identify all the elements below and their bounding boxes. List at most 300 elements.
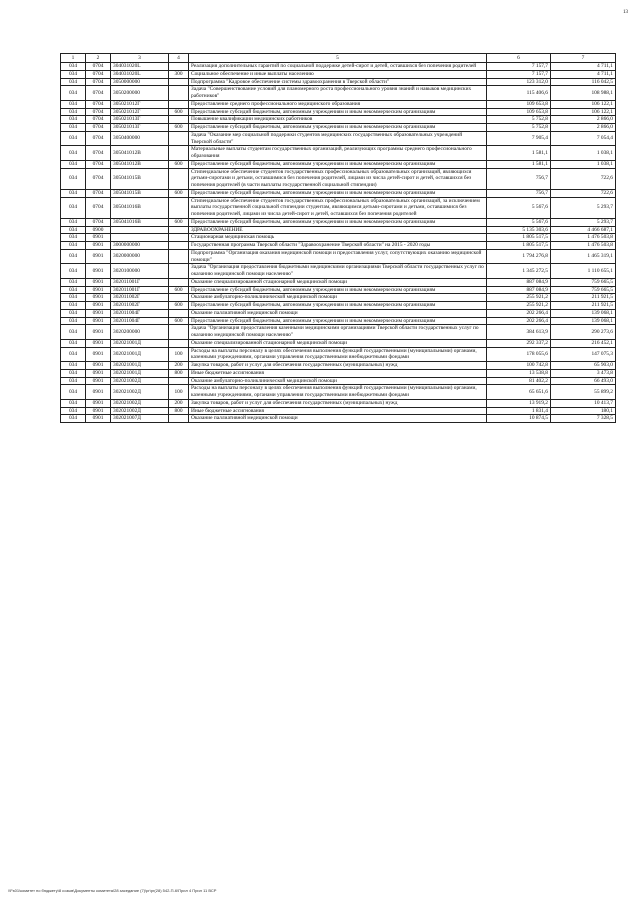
cell-actual-amount: 180,1 (551, 407, 616, 415)
table-row (61, 309, 616, 317)
column-header: 1 (61, 54, 86, 63)
table-row (61, 108, 616, 116)
cell-target-article: 302021001Д (111, 339, 169, 347)
cell-description: Расходы на выплаты персоналу в целях обеспечения выполнения функций государственными (муниципальными) органами, казенными учреждениями, органами управления государственными внебюджетными фондами (189, 347, 487, 362)
cell-section: 0901 (86, 347, 111, 362)
cell-actual-amount: 216 452,1 (551, 339, 616, 347)
cell-grbs: 034 (61, 131, 86, 146)
table-row (61, 317, 616, 325)
table-row (61, 249, 616, 264)
table-row (61, 286, 616, 294)
cell-description: Реализация дополнительных гарантий по социальной поддержке детей-сирот и детей, оставшихся без попечения родителей (189, 63, 487, 71)
cell-description: Задача "Организация предоставления бюджетными медицинскими организациями Тверской области государственных услуг по оказанию медицинской помощи населению" (189, 264, 487, 279)
cell-actual-amount: 116 042,5 (551, 78, 616, 86)
cell-target-article: 3050000000 (111, 78, 169, 86)
cell-grbs: 034 (61, 339, 86, 347)
table-row (61, 78, 616, 86)
cell-section: 0704 (86, 124, 111, 132)
cell-actual-amount: 290 273,6 (551, 325, 616, 340)
cell-grbs: 034 (61, 362, 86, 370)
cell-section: 0704 (86, 189, 111, 197)
cell-expense-type: 100 (169, 347, 189, 362)
cell-grbs: 034 (61, 286, 86, 294)
table-row (61, 377, 616, 385)
cell-section: 0901 (86, 286, 111, 294)
cell-description: Стипендиальное обеспечение студентов государственных профессиональных образовательных организаций, являющихся детьми-сиротами и детьми, оставшимися без попечения родителей, лицами из числа детей-сирот и детей, оставшихся без попечения родителей (в части выплаты государственной социальной стипендии) (189, 168, 487, 189)
table-row (61, 131, 616, 146)
cell-actual-amount: 147 075,3 (551, 347, 616, 362)
cell-target-article: 302011001Г (111, 278, 169, 286)
cell-description: Задача "Совершенствование условий для планомерного роста профессионального уровня знаний и навыков медицинских работников" (189, 86, 487, 101)
cell-expense-type (169, 78, 189, 86)
column-header: 5 (189, 54, 487, 63)
cell-section: 0901 (86, 294, 111, 302)
cell-plan-amount: 100 742,8 (487, 362, 551, 370)
cell-section: 0704 (86, 100, 111, 108)
cell-grbs: 034 (61, 242, 86, 250)
cell-expense-type (169, 146, 189, 161)
cell-section: 0900 (86, 226, 111, 234)
cell-actual-amount: 1 476 503,8 (551, 234, 616, 242)
cell-grbs: 034 (61, 249, 86, 264)
table-row (61, 294, 616, 302)
cell-target-article: 304031020L (111, 63, 169, 71)
cell-description: Государственная программа Тверской области "Здравоохранение Тверской области" на 2015 - 2020 годы (189, 242, 487, 250)
cell-actual-amount: 3 473,8 (551, 369, 616, 377)
cell-grbs: 034 (61, 146, 86, 161)
table-row (61, 264, 616, 279)
cell-section: 0901 (86, 339, 111, 347)
cell-description: Предоставление субсидий бюджетным, автономным учреждениям и иным некоммерческим организациям (189, 189, 487, 197)
cell-plan-amount: 7 905,4 (487, 131, 551, 146)
cell-expense-type (169, 226, 189, 234)
cell-grbs: 034 (61, 347, 86, 362)
cell-plan-amount: 109 653,8 (487, 100, 551, 108)
table-row (61, 116, 616, 124)
table-row (61, 234, 616, 242)
cell-expense-type (169, 100, 189, 108)
cell-grbs: 034 (61, 377, 86, 385)
table-row (61, 70, 616, 78)
cell-grbs: 034 (61, 325, 86, 340)
cell-description: Расходы на выплаты персоналу в целях обеспечения выполнения функций государственными (муниципальными) органами, казенными учреждениями, органами управления государственными внебюджетными фондами (189, 385, 487, 400)
cell-description: Предоставление субсидий бюджетным, автономным учреждениям и иным некоммерческим организациям (189, 108, 487, 116)
cell-actual-amount: 4 711,1 (551, 70, 616, 78)
cell-actual-amount: 4 711,1 (551, 63, 616, 71)
cell-plan-amount: 81 402,2 (487, 377, 551, 385)
cell-actual-amount: 139 068,1 (551, 317, 616, 325)
cell-section: 0704 (86, 131, 111, 146)
cell-section: 0901 (86, 234, 111, 242)
column-header: 2 (86, 54, 111, 63)
cell-description: Иные бюджетные ассигнования (189, 407, 487, 415)
cell-actual-amount: 722,6 (551, 189, 616, 197)
cell-grbs: 034 (61, 116, 86, 124)
cell-expense-type (169, 294, 189, 302)
cell-description: Иные бюджетные ассигнования (189, 369, 487, 377)
table-row (61, 189, 616, 197)
cell-grbs: 034 (61, 317, 86, 325)
cell-description: Предоставление субсидий бюджетным, автономным учреждениям и иным некоммерческим организациям (189, 160, 487, 168)
cell-plan-amount: 1 345 272,5 (487, 264, 551, 279)
page-number: 13 (623, 10, 628, 15)
cell-expense-type: 600 (169, 160, 189, 168)
cell-expense-type (169, 309, 189, 317)
cell-plan-amount: 887 084,9 (487, 278, 551, 286)
table-row (61, 226, 616, 234)
cell-expense-type: 300 (169, 70, 189, 78)
table-row (61, 385, 616, 400)
cell-plan-amount: 5 135 303,6 (487, 226, 551, 234)
cell-plan-amount: 1 581,1 (487, 146, 551, 161)
cell-plan-amount: 115 406,6 (487, 86, 551, 101)
cell-description: ЗДРАВООХРАНЕНИЕ (189, 226, 487, 234)
table-row (61, 100, 616, 108)
cell-description: Предоставление субсидий бюджетным, автономным учреждениям и иным некоммерческим организациям (189, 302, 487, 310)
cell-actual-amount: 759 665,5 (551, 278, 616, 286)
cell-description: Предоставление среднего профессионального медицинского образования (189, 100, 487, 108)
cell-actual-amount: 106 122,1 (551, 108, 616, 116)
cell-target-article: 302011002Г (111, 302, 169, 310)
cell-grbs: 034 (61, 86, 86, 101)
cell-section: 0901 (86, 317, 111, 325)
cell-expense-type: 600 (169, 189, 189, 197)
cell-target-article: 302021001Д (111, 362, 169, 370)
cell-expense-type: 800 (169, 369, 189, 377)
table-row (61, 242, 616, 250)
cell-target-article: 302021007Д (111, 415, 169, 423)
cell-description: Стационарная медицинская помощь (189, 234, 487, 242)
cell-section: 0704 (86, 86, 111, 101)
cell-actual-amount: 5 293,7 (551, 197, 616, 218)
cell-target-article (111, 234, 169, 242)
table-row (61, 86, 616, 101)
cell-actual-amount: 1 465 319,1 (551, 249, 616, 264)
table-row (61, 339, 616, 347)
cell-grbs: 034 (61, 278, 86, 286)
table-row (61, 168, 616, 189)
cell-grbs: 034 (61, 234, 86, 242)
cell-expense-type (169, 197, 189, 218)
table-row (61, 302, 616, 310)
cell-plan-amount: 5 567,6 (487, 218, 551, 226)
cell-expense-type: 800 (169, 407, 189, 415)
cell-actual-amount: 759 665,5 (551, 286, 616, 294)
cell-grbs: 034 (61, 264, 86, 279)
cell-expense-type (169, 325, 189, 340)
cell-target-article: 305021012Г (111, 108, 169, 116)
cell-description: Оказание амбулаторно-поликлинической медицинской помощи (189, 377, 487, 385)
cell-grbs: 034 (61, 63, 86, 71)
cell-description: Предоставление субсидий бюджетным, автономным учреждениям и иным некоммерческим организациям (189, 286, 487, 294)
cell-plan-amount: 7 157,7 (487, 70, 551, 78)
cell-section: 0704 (86, 218, 111, 226)
cell-target-article: 302021002Д (111, 399, 169, 407)
cell-expense-type: 200 (169, 362, 189, 370)
cell-section: 0704 (86, 108, 111, 116)
cell-section: 0901 (86, 415, 111, 423)
cell-actual-amount: 211 921,5 (551, 294, 616, 302)
cell-section: 0901 (86, 362, 111, 370)
cell-expense-type (169, 278, 189, 286)
cell-plan-amount: 109 653,8 (487, 108, 551, 116)
table-row (61, 218, 616, 226)
cell-expense-type: 100 (169, 385, 189, 400)
cell-grbs: 034 (61, 407, 86, 415)
cell-grbs: 034 (61, 294, 86, 302)
cell-target-article: 302021001Д (111, 347, 169, 362)
cell-plan-amount: 1 581,1 (487, 160, 551, 168)
cell-section: 0901 (86, 242, 111, 250)
cell-expense-type (169, 242, 189, 250)
cell-target-article: 305021012Г (111, 100, 169, 108)
table-row (61, 369, 616, 377)
cell-grbs: 034 (61, 197, 86, 218)
cell-section: 0901 (86, 309, 111, 317)
cell-target-article: 3050200000 (111, 86, 169, 101)
cell-section: 0901 (86, 278, 111, 286)
cell-target-article: 3020000000 (111, 249, 169, 264)
cell-expense-type (169, 116, 189, 124)
cell-grbs: 034 (61, 70, 86, 78)
cell-actual-amount: 108 988,1 (551, 86, 616, 101)
cell-plan-amount: 756,7 (487, 189, 551, 197)
cell-section: 0901 (86, 249, 111, 264)
cell-description: Повышение квалификации медицинских работников (189, 116, 487, 124)
cell-grbs: 034 (61, 415, 86, 423)
cell-section: 0704 (86, 160, 111, 168)
column-header: 6 (487, 54, 551, 63)
cell-actual-amount: 5 293,7 (551, 218, 616, 226)
cell-expense-type: 600 (169, 317, 189, 325)
cell-target-article: 305041016В (111, 197, 169, 218)
cell-grbs: 034 (61, 168, 86, 189)
table-row (61, 197, 616, 218)
cell-expense-type (169, 339, 189, 347)
cell-plan-amount: 292 337,2 (487, 339, 551, 347)
cell-target-article: 3050400000 (111, 131, 169, 146)
cell-section: 0901 (86, 264, 111, 279)
cell-target-article: 302011004Г (111, 317, 169, 325)
cell-grbs: 034 (61, 108, 86, 116)
cell-expense-type (169, 168, 189, 189)
cell-section: 0901 (86, 407, 111, 415)
cell-grbs: 034 (61, 369, 86, 377)
cell-actual-amount: 7 328,5 (551, 415, 616, 423)
cell-description: Подпрограмма "Кадровое обеспечение системы здравоохранения в Тверской области" (189, 78, 487, 86)
cell-target-article: 302021002Д (111, 385, 169, 400)
cell-expense-type (169, 377, 189, 385)
cell-actual-amount: 139 068,1 (551, 309, 616, 317)
cell-grbs: 034 (61, 309, 86, 317)
cell-plan-amount: 178 055,6 (487, 347, 551, 362)
cell-section: 0704 (86, 116, 111, 124)
cell-actual-amount: 55 899,2 (551, 385, 616, 400)
table-body (61, 54, 616, 423)
cell-plan-amount: 1 805 517,5 (487, 242, 551, 250)
column-header: 3 (111, 54, 169, 63)
footer-file-path: \\Fs01\комитет по бюджету\8 созыв\Документы комитета\28 заседание (7)\pr\pr(28) 542-П-6\Прил 4 Прил 11 ВСР (8, 888, 217, 893)
cell-plan-amount: 5 752,8 (487, 116, 551, 124)
cell-actual-amount: 7 054,4 (551, 131, 616, 146)
cell-description: Закупка товаров, работ и услуг для обеспечения государственных (муниципальных) нужд (189, 362, 487, 370)
cell-section: 0901 (86, 385, 111, 400)
cell-actual-amount: 2 866,0 (551, 116, 616, 124)
cell-description: Оказание паллиативной медицинской помощи (189, 415, 487, 423)
cell-target-article: 302021002Д (111, 407, 169, 415)
cell-plan-amount: 1 794 276,8 (487, 249, 551, 264)
cell-expense-type (169, 264, 189, 279)
cell-plan-amount: 7 157,7 (487, 63, 551, 71)
cell-description: Социальное обеспечение и иные выплаты населению (189, 70, 487, 78)
header-row (61, 54, 616, 63)
cell-expense-type (169, 249, 189, 264)
cell-target-article: 305021013Г (111, 124, 169, 132)
cell-plan-amount: 65 651,6 (487, 385, 551, 400)
table-row (61, 399, 616, 407)
cell-actual-amount: 1 038,1 (551, 160, 616, 168)
cell-expense-type (169, 131, 189, 146)
cell-target-article (111, 226, 169, 234)
cell-plan-amount: 10 874,5 (487, 415, 551, 423)
cell-description: Оказание паллиативной медицинской помощи (189, 309, 487, 317)
cell-description: Закупка товаров, работ и услуг для обеспечения государственных (муниципальных) нужд (189, 399, 487, 407)
cell-plan-amount: 255 921,2 (487, 302, 551, 310)
cell-grbs: 034 (61, 385, 86, 400)
cell-actual-amount: 106 122,1 (551, 100, 616, 108)
cell-actual-amount: 1 110 655,1 (551, 264, 616, 279)
table-row (61, 362, 616, 370)
cell-expense-type: 600 (169, 108, 189, 116)
cell-target-article: 3020200000 (111, 325, 169, 340)
cell-grbs: 034 (61, 302, 86, 310)
column-header: 4 (169, 54, 189, 63)
cell-section: 0704 (86, 146, 111, 161)
cell-target-article: 305041015В (111, 168, 169, 189)
cell-section: 0704 (86, 70, 111, 78)
cell-target-article: 305021013Г (111, 116, 169, 124)
budget-table (60, 53, 616, 423)
cell-grbs: 034 (61, 189, 86, 197)
cell-plan-amount: 13 919,2 (487, 399, 551, 407)
cell-description: Предоставление субсидий бюджетным, автономным учреждениям и иным некоммерческим организациям (189, 317, 487, 325)
cell-actual-amount: 66 493,0 (551, 377, 616, 385)
cell-target-article: 305041016В (111, 218, 169, 226)
cell-grbs: 034 (61, 399, 86, 407)
cell-target-article: 302011001Г (111, 286, 169, 294)
cell-target-article: 305041012В (111, 146, 169, 161)
table-row (61, 278, 616, 286)
cell-target-article: 304031020L (111, 70, 169, 78)
cell-description: Предоставление субсидий бюджетным, автономным учреждениям и иным некоммерческим организациям (189, 124, 487, 132)
cell-plan-amount: 756,7 (487, 168, 551, 189)
cell-section: 0901 (86, 369, 111, 377)
cell-section: 0901 (86, 302, 111, 310)
cell-plan-amount: 384 613,9 (487, 325, 551, 340)
cell-section: 0901 (86, 377, 111, 385)
cell-description: Задача "Организация предоставления казенными медицинскими организациями Тверской области государственных услуг по оказанию медицинской помощи населению" (189, 325, 487, 340)
cell-grbs: 034 (61, 124, 86, 132)
table-row (61, 146, 616, 161)
cell-actual-amount: 211 921,5 (551, 302, 616, 310)
cell-grbs: 034 (61, 100, 86, 108)
cell-target-article: 302021002Д (111, 377, 169, 385)
cell-grbs: 034 (61, 218, 86, 226)
table-row (61, 407, 616, 415)
cell-expense-type: 600 (169, 124, 189, 132)
cell-expense-type (169, 234, 189, 242)
cell-plan-amount: 123 312,0 (487, 78, 551, 86)
cell-description: Подпрограмма "Организация оказания медицинской помощи и предоставления услуг, сопутствующих оказанию медицинской помощи" (189, 249, 487, 264)
table-row (61, 325, 616, 340)
table-row (61, 124, 616, 132)
cell-actual-amount: 2 866,0 (551, 124, 616, 132)
cell-actual-amount: 1 038,1 (551, 146, 616, 161)
cell-expense-type (169, 63, 189, 71)
cell-plan-amount: 202 266,4 (487, 317, 551, 325)
cell-description: Стипендиальное обеспечение студентов государственных профессиональных образовательных организаций, за исключением выплаты государственной социальной стипендии студентам, являющимся детьми-сиротами и детьми, оставшимися без попечения родителей, лицами из числа детей-сирот и детей, оставшихся без попечения родителей (189, 197, 487, 218)
cell-description: Материальные выплаты студентам государственных организаций, реализующих программы среднего профессионального образования (189, 146, 487, 161)
table-row (61, 347, 616, 362)
cell-expense-type: 200 (169, 399, 189, 407)
cell-grbs: 034 (61, 160, 86, 168)
column-header: 7 (551, 54, 616, 63)
cell-expense-type: 600 (169, 302, 189, 310)
cell-section: 0704 (86, 168, 111, 189)
cell-plan-amount: 13 538,8 (487, 369, 551, 377)
cell-actual-amount: 1 476 503,8 (551, 242, 616, 250)
cell-plan-amount: 1 831,4 (487, 407, 551, 415)
cell-section: 0704 (86, 63, 111, 71)
cell-target-article: 305041015В (111, 189, 169, 197)
cell-actual-amount: 4 466 687,1 (551, 226, 616, 234)
table-row (61, 160, 616, 168)
cell-description: Задача "Оказание мер социальной поддержки студентов медицинских государственных образовательных учреждений Тверской области" (189, 131, 487, 146)
cell-plan-amount: 887 084,9 (487, 286, 551, 294)
cell-section: 0704 (86, 78, 111, 86)
cell-plan-amount: 5 567,6 (487, 197, 551, 218)
cell-expense-type (169, 86, 189, 101)
cell-target-article: 302011002Г (111, 294, 169, 302)
cell-grbs: 034 (61, 226, 86, 234)
cell-actual-amount: 65 903,0 (551, 362, 616, 370)
cell-target-article: 302011004Г (111, 309, 169, 317)
cell-description: Оказание амбулаторно-поликлинической медицинской помощи (189, 294, 487, 302)
cell-grbs: 034 (61, 78, 86, 86)
cell-plan-amount: 5 752,8 (487, 124, 551, 132)
table-row (61, 63, 616, 71)
cell-expense-type (169, 415, 189, 423)
cell-description: Оказание специализированной стационарной медицинской помощи (189, 339, 487, 347)
cell-section: 0704 (86, 197, 111, 218)
cell-actual-amount: 10 413,7 (551, 399, 616, 407)
cell-plan-amount: 1 805 517,5 (487, 234, 551, 242)
cell-target-article: 3000000000 (111, 242, 169, 250)
table-row (61, 415, 616, 423)
cell-target-article: 302021001Д (111, 369, 169, 377)
cell-expense-type: 600 (169, 286, 189, 294)
cell-target-article: 3020100000 (111, 264, 169, 279)
cell-description: Оказание специализированной стационарной медицинской помощи (189, 278, 487, 286)
cell-section: 0901 (86, 399, 111, 407)
cell-plan-amount: 202 266,4 (487, 309, 551, 317)
cell-description: Предоставление субсидий бюджетным, автономным учреждениям и иным некоммерческим организациям (189, 218, 487, 226)
cell-plan-amount: 255 921,2 (487, 294, 551, 302)
cell-target-article: 305041012В (111, 160, 169, 168)
cell-expense-type: 600 (169, 218, 189, 226)
cell-actual-amount: 722,6 (551, 168, 616, 189)
cell-section: 0901 (86, 325, 111, 340)
